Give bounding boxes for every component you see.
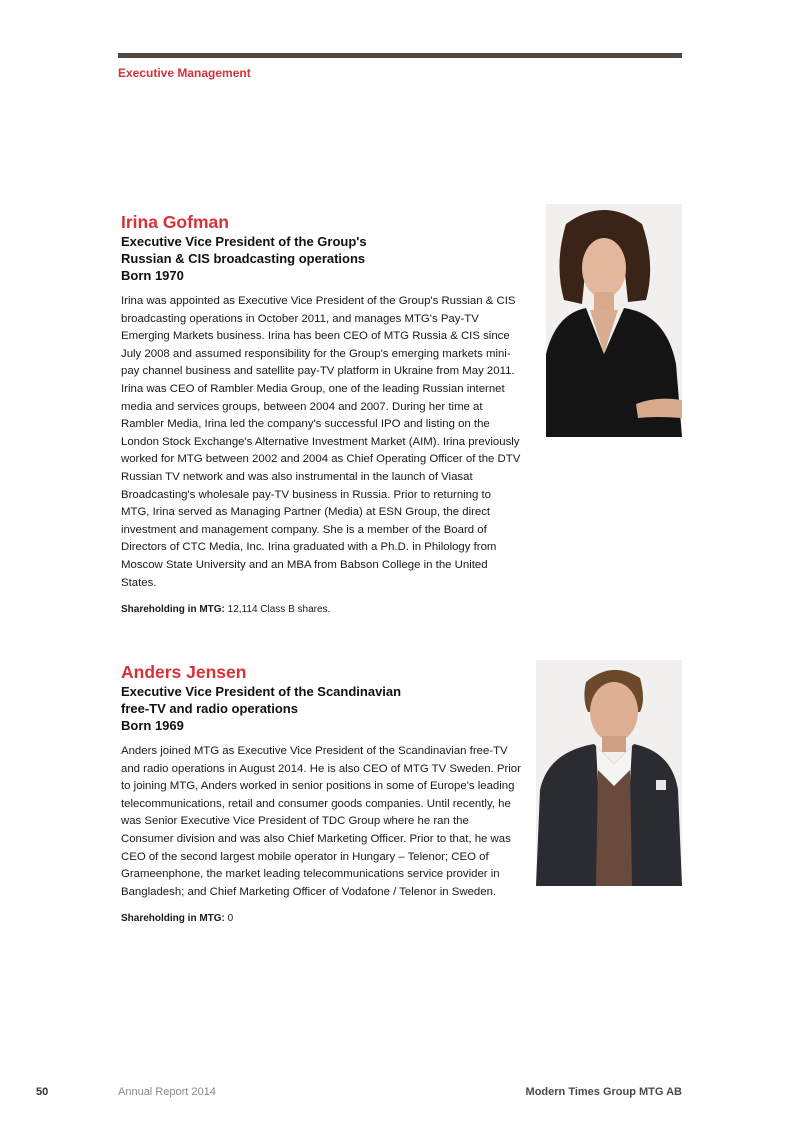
- shareholding: [121, 604, 521, 615]
- person-name: Irina Gofman: [121, 212, 229, 232]
- top-rule: [118, 53, 682, 58]
- person-role: Executive Vice President of the Group's Russian & CIS broadcasting operations Born 1970: [121, 234, 367, 283]
- person-role: Executive Vice President of the Scandinavian free-TV and radio operations Born 1969: [121, 684, 402, 733]
- person-block-irina-gofman: [121, 212, 521, 615]
- person-bio: Irina was appointed as Executive Vice President of the Group's Russian & CIS broadcasting operations in October 2011, and manages MTG's Pay-TV Emerging Markets business. Irina has been CEO of MTG Russia & CIS since July 2008 and assumed responsibility for the Group's emerging markets mini-pay channel business and satellite pay-TV platform in Ukraine from May 2011. Irina was CEO of Rambler Media Group, one of the leading Russian internet media and services groups, between 2004 and 2007. During her time at Rambler Media, Irina led the company's successful IPO and listing on the London Stock Exchange's Alternative Investment Market (AIM). Irina previously worked for MTG between 2002 and 2004 as Chief Operating Officer of the DTV Russian TV network and was also instrumental in the launch of Viasat Broadcasting's wholesale pay-TV business in Russia. Prior to returning to MTG, Irina served as Managing Partner (Media) at ESN Group, the direct investment and management company. She is a member of the Board of Directors of CTC Media, Inc. Irina graduated with a Ph.D. in Philology from Moscow State University and an MBA from Babson College in the United States.: [121, 295, 521, 589]
- shareholding-label: Shareholding in MTG:: [121, 604, 225, 616]
- portrait-photo-anders-jensen: [536, 660, 682, 886]
- shareholding-label: Shareholding in MTG:: [121, 913, 225, 925]
- portrait-photo-irina-gofman: [546, 204, 682, 437]
- report-title: Annual Report 2014: [118, 1086, 216, 1098]
- person-bio: Anders joined MTG as Executive Vice President of the Scandinavian free-TV and radio operations in August 2014. He is also CEO of MTG TV Sweden. Prior to joining MTG, Anders worked in senior positions in some of Europe's leading telecommunications, retail and consumer goods companies. Until recently, he was Senior Executive Vice President of TDC Group where he ran the Consumer division and was also Chief Marketing Officer. Prior to that, he was CEO of the second largest mobile operator in Hungary – Telenor; CEO of Grameenphone, the market leading telecommunications service provider in Bangladesh; and Chief Marketing Officer of Vodafone / Telenor in Sweden.: [121, 745, 521, 898]
- section-label: Executive Management: [118, 66, 251, 80]
- shareholding: [121, 913, 521, 924]
- person-block-anders-jensen: [121, 662, 521, 924]
- company-name: Modern Times Group MTG AB: [525, 1086, 682, 1098]
- page-number: 50: [36, 1086, 49, 1098]
- shareholding-value: 0: [227, 913, 234, 925]
- shareholding-value: 12,114 Class B shares.: [227, 604, 331, 616]
- person-name: Anders Jensen: [121, 662, 247, 682]
